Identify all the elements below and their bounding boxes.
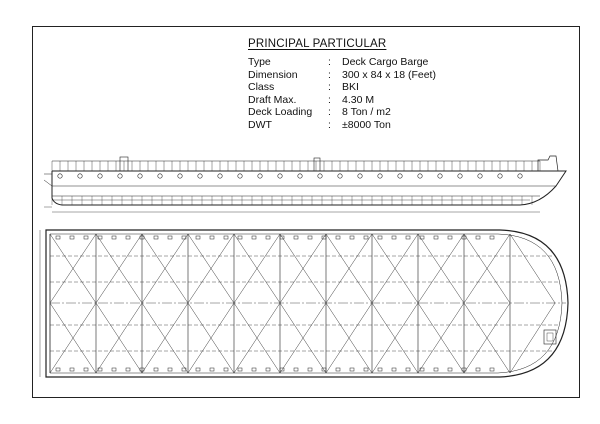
particular-label: Deck Loading (248, 106, 313, 118)
edge-fitting (280, 236, 284, 239)
edge-fitting (252, 368, 256, 371)
particular-value: ±8000 Ton (342, 118, 391, 131)
particular-value: 300 x 84 x 18 (Feet) (342, 68, 436, 81)
edge-fitting (56, 236, 60, 239)
edge-fitting (168, 368, 172, 371)
particular-label: Class (248, 81, 275, 93)
diagonal-brace (510, 234, 555, 303)
edge-fitting (406, 368, 410, 371)
bollard (178, 174, 182, 178)
particular-colon: : (328, 93, 331, 106)
bollard (218, 174, 222, 178)
edge-fitting (364, 368, 368, 371)
bollard (238, 174, 242, 178)
edge-fitting (224, 236, 228, 239)
particular-label: Type (248, 56, 271, 68)
bow-equipment (544, 330, 556, 344)
bollard (78, 174, 82, 178)
deck-house (314, 158, 320, 171)
edge-fitting (252, 236, 256, 239)
edge-fitting (266, 368, 270, 371)
edge-fitting (210, 368, 214, 371)
particulars-title: PRINCIPAL PARTICULAR (248, 38, 387, 50)
deck-outline (46, 230, 568, 377)
bollard (118, 174, 122, 178)
particular-colon: : (328, 81, 331, 93)
particular-colon: : (328, 106, 331, 118)
side-profile-view (44, 156, 566, 212)
bollard (278, 174, 282, 178)
bollard (158, 174, 162, 178)
edge-fitting (448, 368, 452, 371)
edge-fitting (294, 236, 298, 239)
edge-fitting (238, 368, 242, 371)
edge-fitting (378, 368, 382, 371)
edge-fitting (126, 368, 130, 371)
bollard (418, 174, 422, 178)
edge-fitting (434, 236, 438, 239)
bollard (478, 174, 482, 178)
edge-fitting (70, 368, 74, 371)
edge-fitting (490, 368, 494, 371)
edge-fitting (308, 368, 312, 371)
edge-fitting (224, 368, 228, 371)
bollard (98, 174, 102, 178)
bollard (338, 174, 342, 178)
edge-fitting (126, 236, 130, 239)
particular-colon: : (328, 56, 331, 68)
edge-fitting (168, 236, 172, 239)
edge-fitting (476, 368, 480, 371)
edge-fitting (350, 236, 354, 239)
bollard (58, 174, 62, 178)
bollard (358, 174, 362, 178)
bollard (518, 174, 522, 178)
edge-fitting (182, 368, 186, 371)
edge-fitting (294, 368, 298, 371)
edge-fitting (154, 236, 158, 239)
edge-fitting (420, 368, 424, 371)
edge-fitting (98, 368, 102, 371)
particular-colon: : (328, 68, 331, 81)
edge-fitting (476, 236, 480, 239)
particular-value: 8 Ton / m2 (342, 106, 391, 118)
bollard (198, 174, 202, 178)
bollard (318, 174, 322, 178)
edge-fitting (490, 236, 494, 239)
edge-fitting (112, 368, 116, 371)
particular-value: 4.30 M (342, 93, 375, 106)
bollard (458, 174, 462, 178)
edge-fitting (196, 368, 200, 371)
edge-fitting (448, 236, 452, 239)
edge-fitting (392, 236, 396, 239)
edge-fitting (266, 236, 270, 239)
edge-fitting (406, 236, 410, 239)
bollard (378, 174, 382, 178)
particular-value: BKI (342, 81, 359, 93)
bollard (258, 174, 262, 178)
edge-fitting (308, 236, 312, 239)
edge-fitting (84, 368, 88, 371)
edge-fitting (336, 368, 340, 371)
edge-fitting (238, 236, 242, 239)
particular-value: Deck Cargo Barge (342, 56, 429, 68)
edge-fitting (378, 236, 382, 239)
deck-plan-view (40, 230, 568, 377)
particular-label: DWT (248, 118, 272, 131)
edge-fitting (322, 368, 326, 371)
diagonal-brace (510, 303, 555, 373)
bollard (498, 174, 502, 178)
edge-fitting (70, 236, 74, 239)
edge-fitting (350, 368, 354, 371)
edge-fitting (336, 236, 340, 239)
particular-label: Dimension (248, 68, 298, 81)
particular-label: Draft Max. (248, 93, 297, 106)
edge-fitting (84, 236, 88, 239)
bollard (138, 174, 142, 178)
edge-fitting (112, 236, 116, 239)
edge-fitting (56, 368, 60, 371)
edge-fitting (210, 236, 214, 239)
edge-fitting (196, 236, 200, 239)
bollard (438, 174, 442, 178)
particular-colon: : (328, 118, 331, 131)
edge-fitting (364, 236, 368, 239)
edge-fitting (434, 368, 438, 371)
bow-structure (538, 156, 558, 171)
bollard (298, 174, 302, 178)
edge-fitting (322, 236, 326, 239)
bollard (398, 174, 402, 178)
edge-fitting (280, 368, 284, 371)
edge-fitting (154, 368, 158, 371)
edge-fitting (392, 368, 396, 371)
